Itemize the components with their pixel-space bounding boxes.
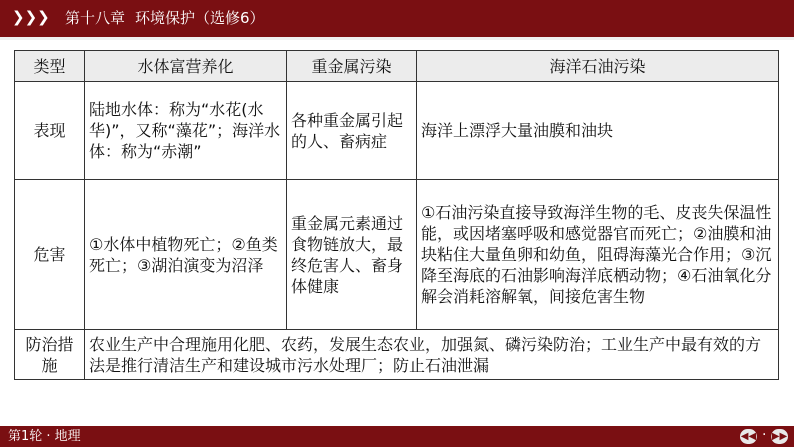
chapter-title: 环境保护（选修6） (135, 9, 265, 27)
course-label: 第1轮 · 地理 (8, 429, 81, 444)
header-type: 类型 (15, 51, 85, 82)
header-oil-pollution: 海洋石油污染 (417, 51, 779, 82)
chevron-right-icon: ❯❯❯ (12, 8, 50, 26)
cell-heavy-metal-harm: 重金属元素通过食物链放大，最终危害人、畜身体健康 (287, 180, 417, 330)
previous-page-icon[interactable]: ◀◀ (740, 431, 757, 442)
row-label-manifestation: 表现 (15, 82, 85, 180)
row-label-harm: 危害 (15, 180, 85, 330)
table-header-row (15, 51, 779, 82)
chapter-number: 第十八章 (65, 9, 126, 27)
nav-separator: · (762, 427, 767, 443)
cell-heavy-metal-manifestation: 各种重金属引起的人、畜病症 (287, 82, 417, 180)
table-row (15, 330, 779, 380)
cell-eutrophication-manifestation: 陆地水体：称为“水花(水华)”，又称“藻花”；海洋水体：称为“赤潮” (85, 82, 287, 180)
top-banner (0, 0, 794, 39)
next-page-icon[interactable]: ▶▶ (771, 431, 788, 442)
banner-divider (0, 37, 794, 40)
cell-oil-harm: ①石油污染直接导致海洋生物的毛、皮丧失保温性能，或因堵塞呼吸和感觉器官而死亡；②油膜和油块粘住大量鱼卵和幼鱼，阻碍海藻光合作用；③沉降至海底的石油影响海洋底栖动物；④石油氧化分解会消耗溶解氧，间接危害生物 (417, 180, 779, 330)
footer-bar (0, 426, 794, 447)
table-row (15, 82, 779, 180)
row-label-prevention: 防治措施 (15, 330, 85, 380)
pollution-comparison-table (14, 50, 779, 380)
cell-prevention-measures: 农业生产中合理施用化肥、农药，发展生态农业，加强氮、磷污染防治；工业生产中最有效的方法是推行清洁生产和建设城市污水处理厂；防止石油泄漏 (85, 330, 779, 380)
chapter-heading (65, 9, 275, 27)
cell-eutrophication-harm: ①水体中植物死亡；②鱼类死亡；③湖泊演变为沼泽 (85, 180, 287, 330)
cell-oil-manifestation: 海洋上漂浮大量油膜和油块 (417, 82, 779, 180)
table-row (15, 180, 779, 330)
header-eutrophication: 水体富营养化 (85, 51, 287, 82)
header-heavy-metal: 重金属污染 (287, 51, 417, 82)
